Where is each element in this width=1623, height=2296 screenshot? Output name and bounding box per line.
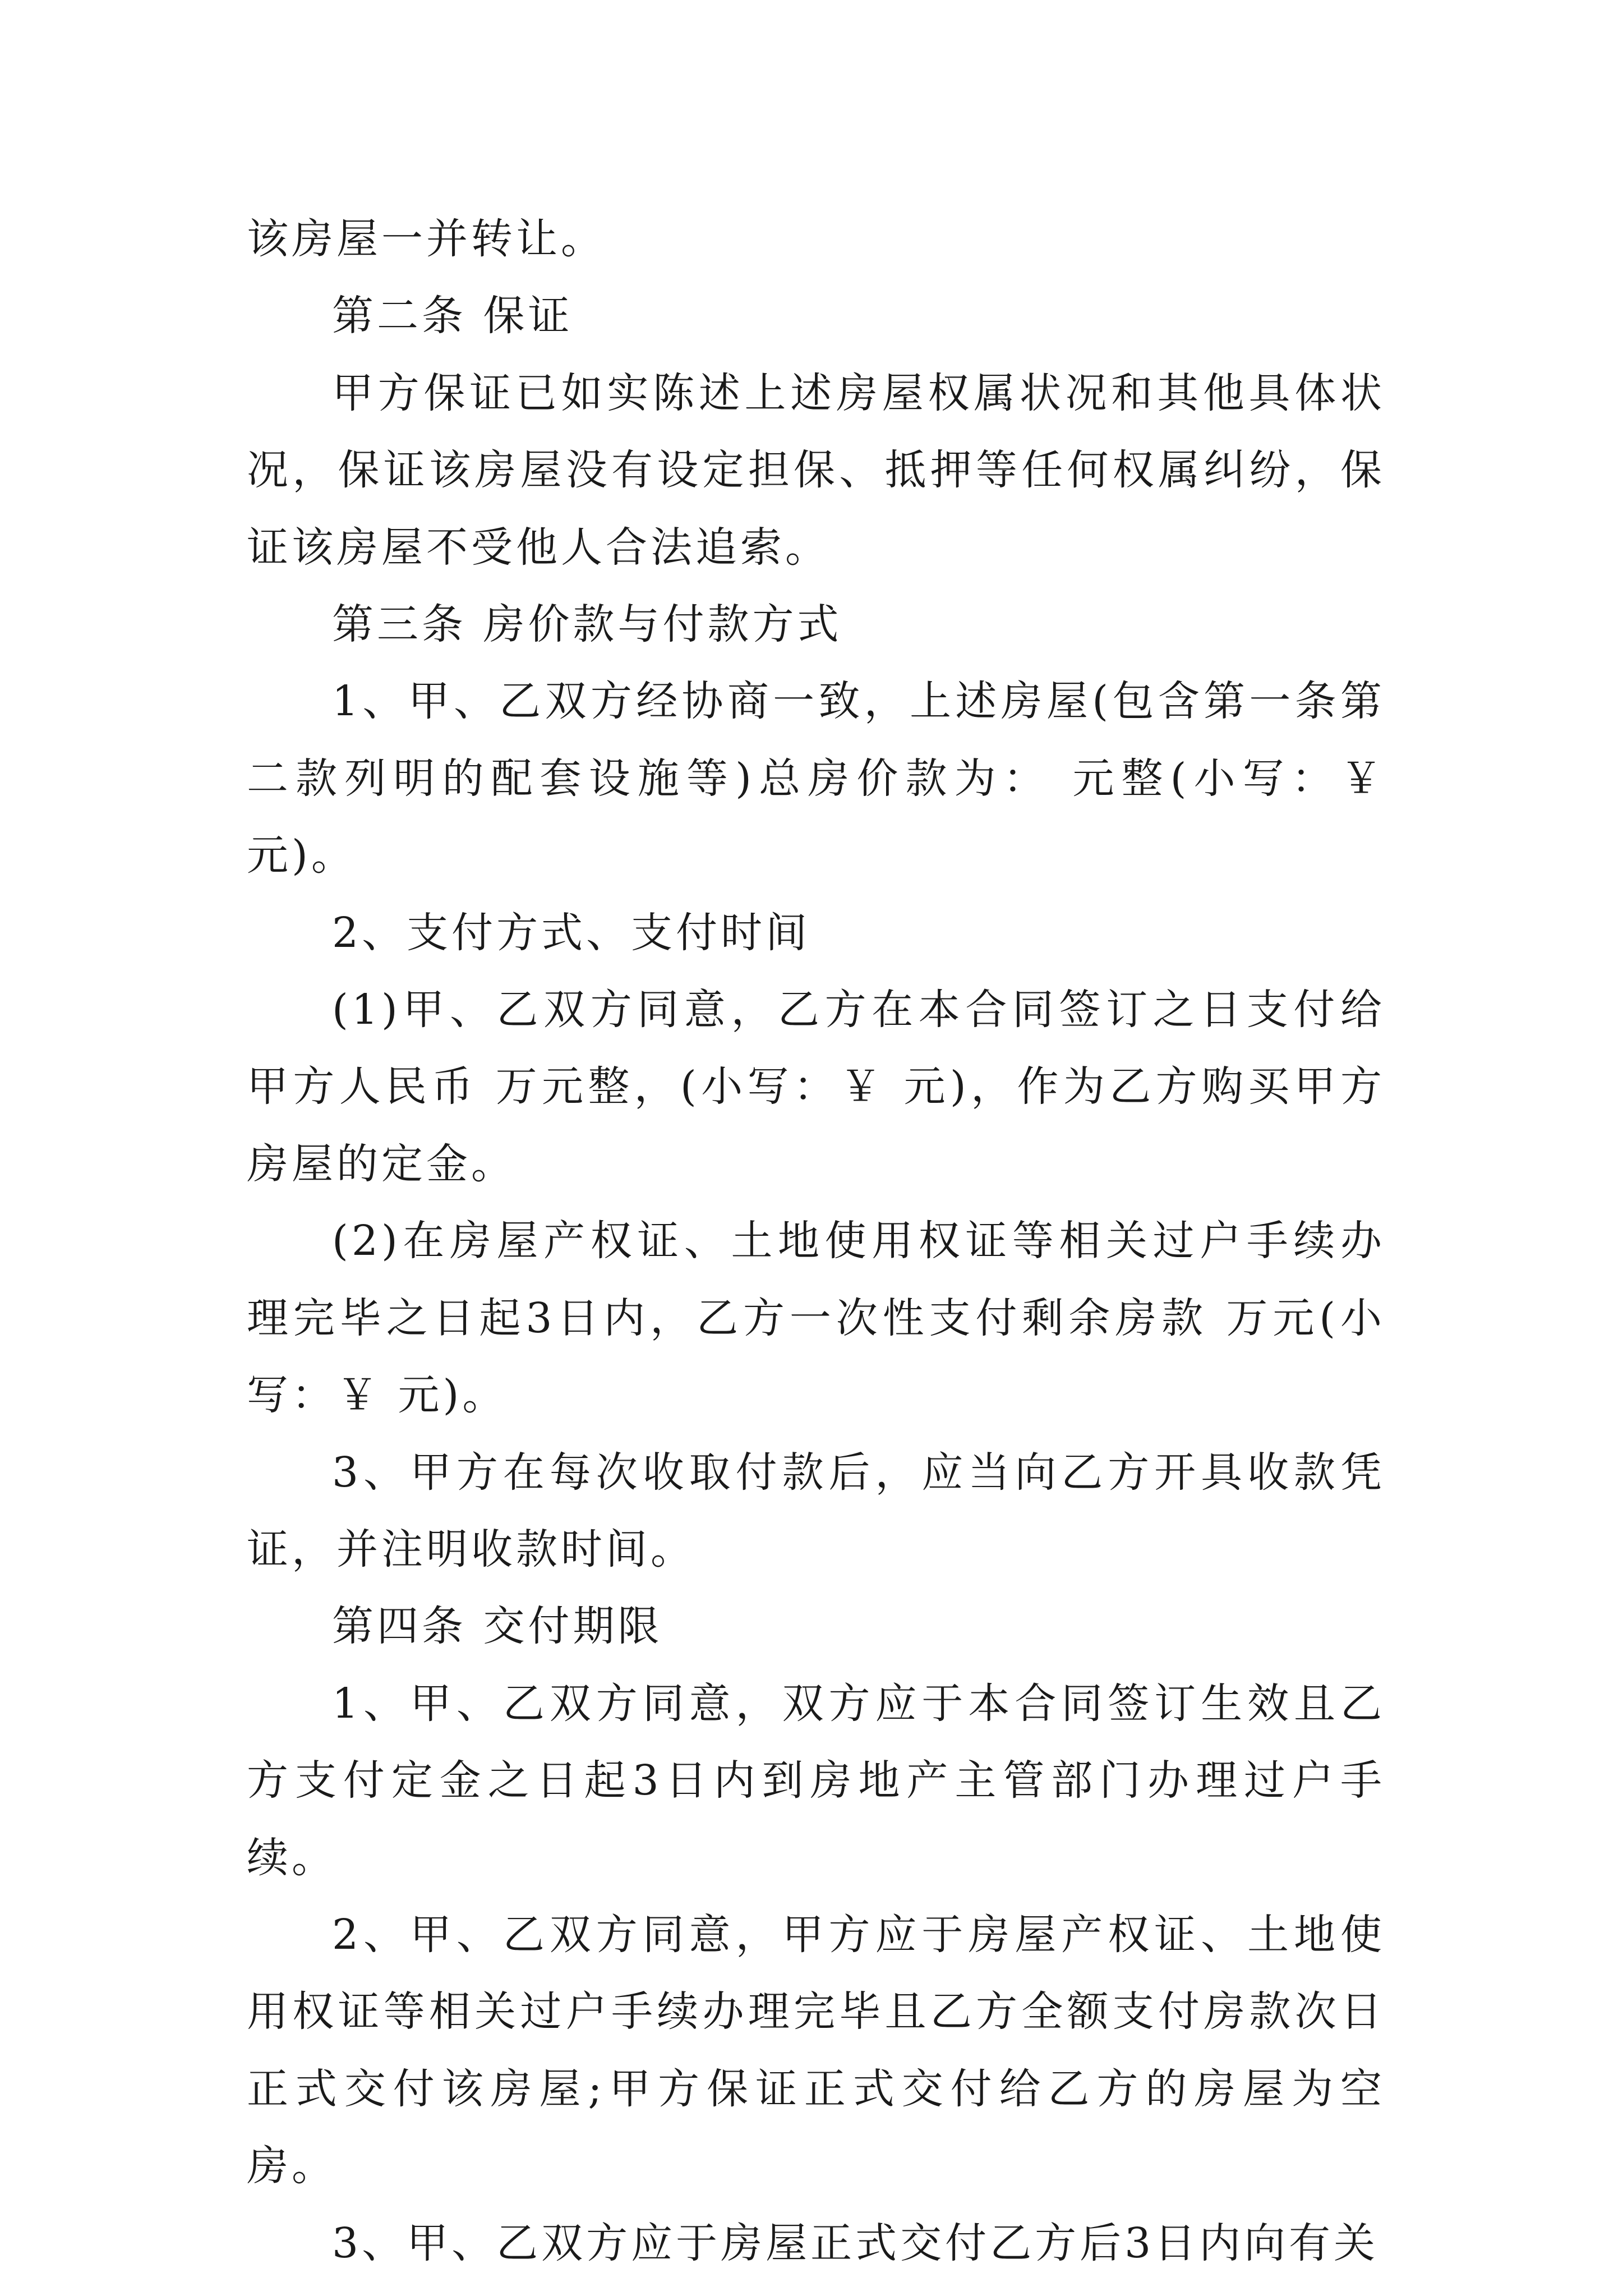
section-heading-2: 第二条 保证: [332, 292, 573, 341]
paragraph: 1、甲、乙双方经协商一致，上述房屋(包含第一条第二款列明的配套设施等)总房价款为： 元整(小写：￥ 元)。: [247, 677, 1385, 880]
paragraph: 甲方保证已如实陈述上述房屋权属状况和其他具体状况，保证该房屋没有设定担保、抵押等任何权属纠纷，保证该房屋不受他人合法追索。: [247, 369, 1385, 572]
paragraph: 2、甲、乙双方同意，甲方应于房屋产权证、土地使用权证等相关过户手续办理完毕且乙方全额支付房款次日正式交付该房屋;甲方保证正式交付给乙方的房屋为空房。: [247, 1910, 1385, 2191]
section-heading-4: 第四条 交付期限: [332, 1602, 663, 1651]
document-body: [247, 201, 1385, 2282]
paragraph-continuation: 该房屋一并转让。: [247, 215, 606, 263]
paragraph: 3、甲、乙双方应于房屋正式交付乙方后3日内向有关: [332, 2219, 1379, 2267]
paragraph: (1)甲、乙双方同意，乙方在本合同签订之日支付给甲方人民币 万元整，(小写：￥ 元)，作为乙方购买甲方房屋的定金。: [247, 986, 1385, 1188]
paragraph: 1、甲、乙双方同意，双方应于本合同签订生效且乙方支付定金之日起3日内到房地产主管部门办理过户手续。: [247, 1679, 1385, 1882]
paragraph: 2、支付方式、支付时间: [332, 908, 811, 957]
paragraph: 3、甲方在每次收取付款后，应当向乙方开具收款凭证，并注明收款时间。: [247, 1448, 1385, 1573]
section-heading-3: 第三条 房价款与付款方式: [332, 600, 842, 649]
paragraph: (2)在房屋产权证、土地使用权证等相关过户手续办理完毕之日起3日内，乙方一次性支付剩余房款 万元(小写：￥ 元)。: [247, 1217, 1385, 1420]
